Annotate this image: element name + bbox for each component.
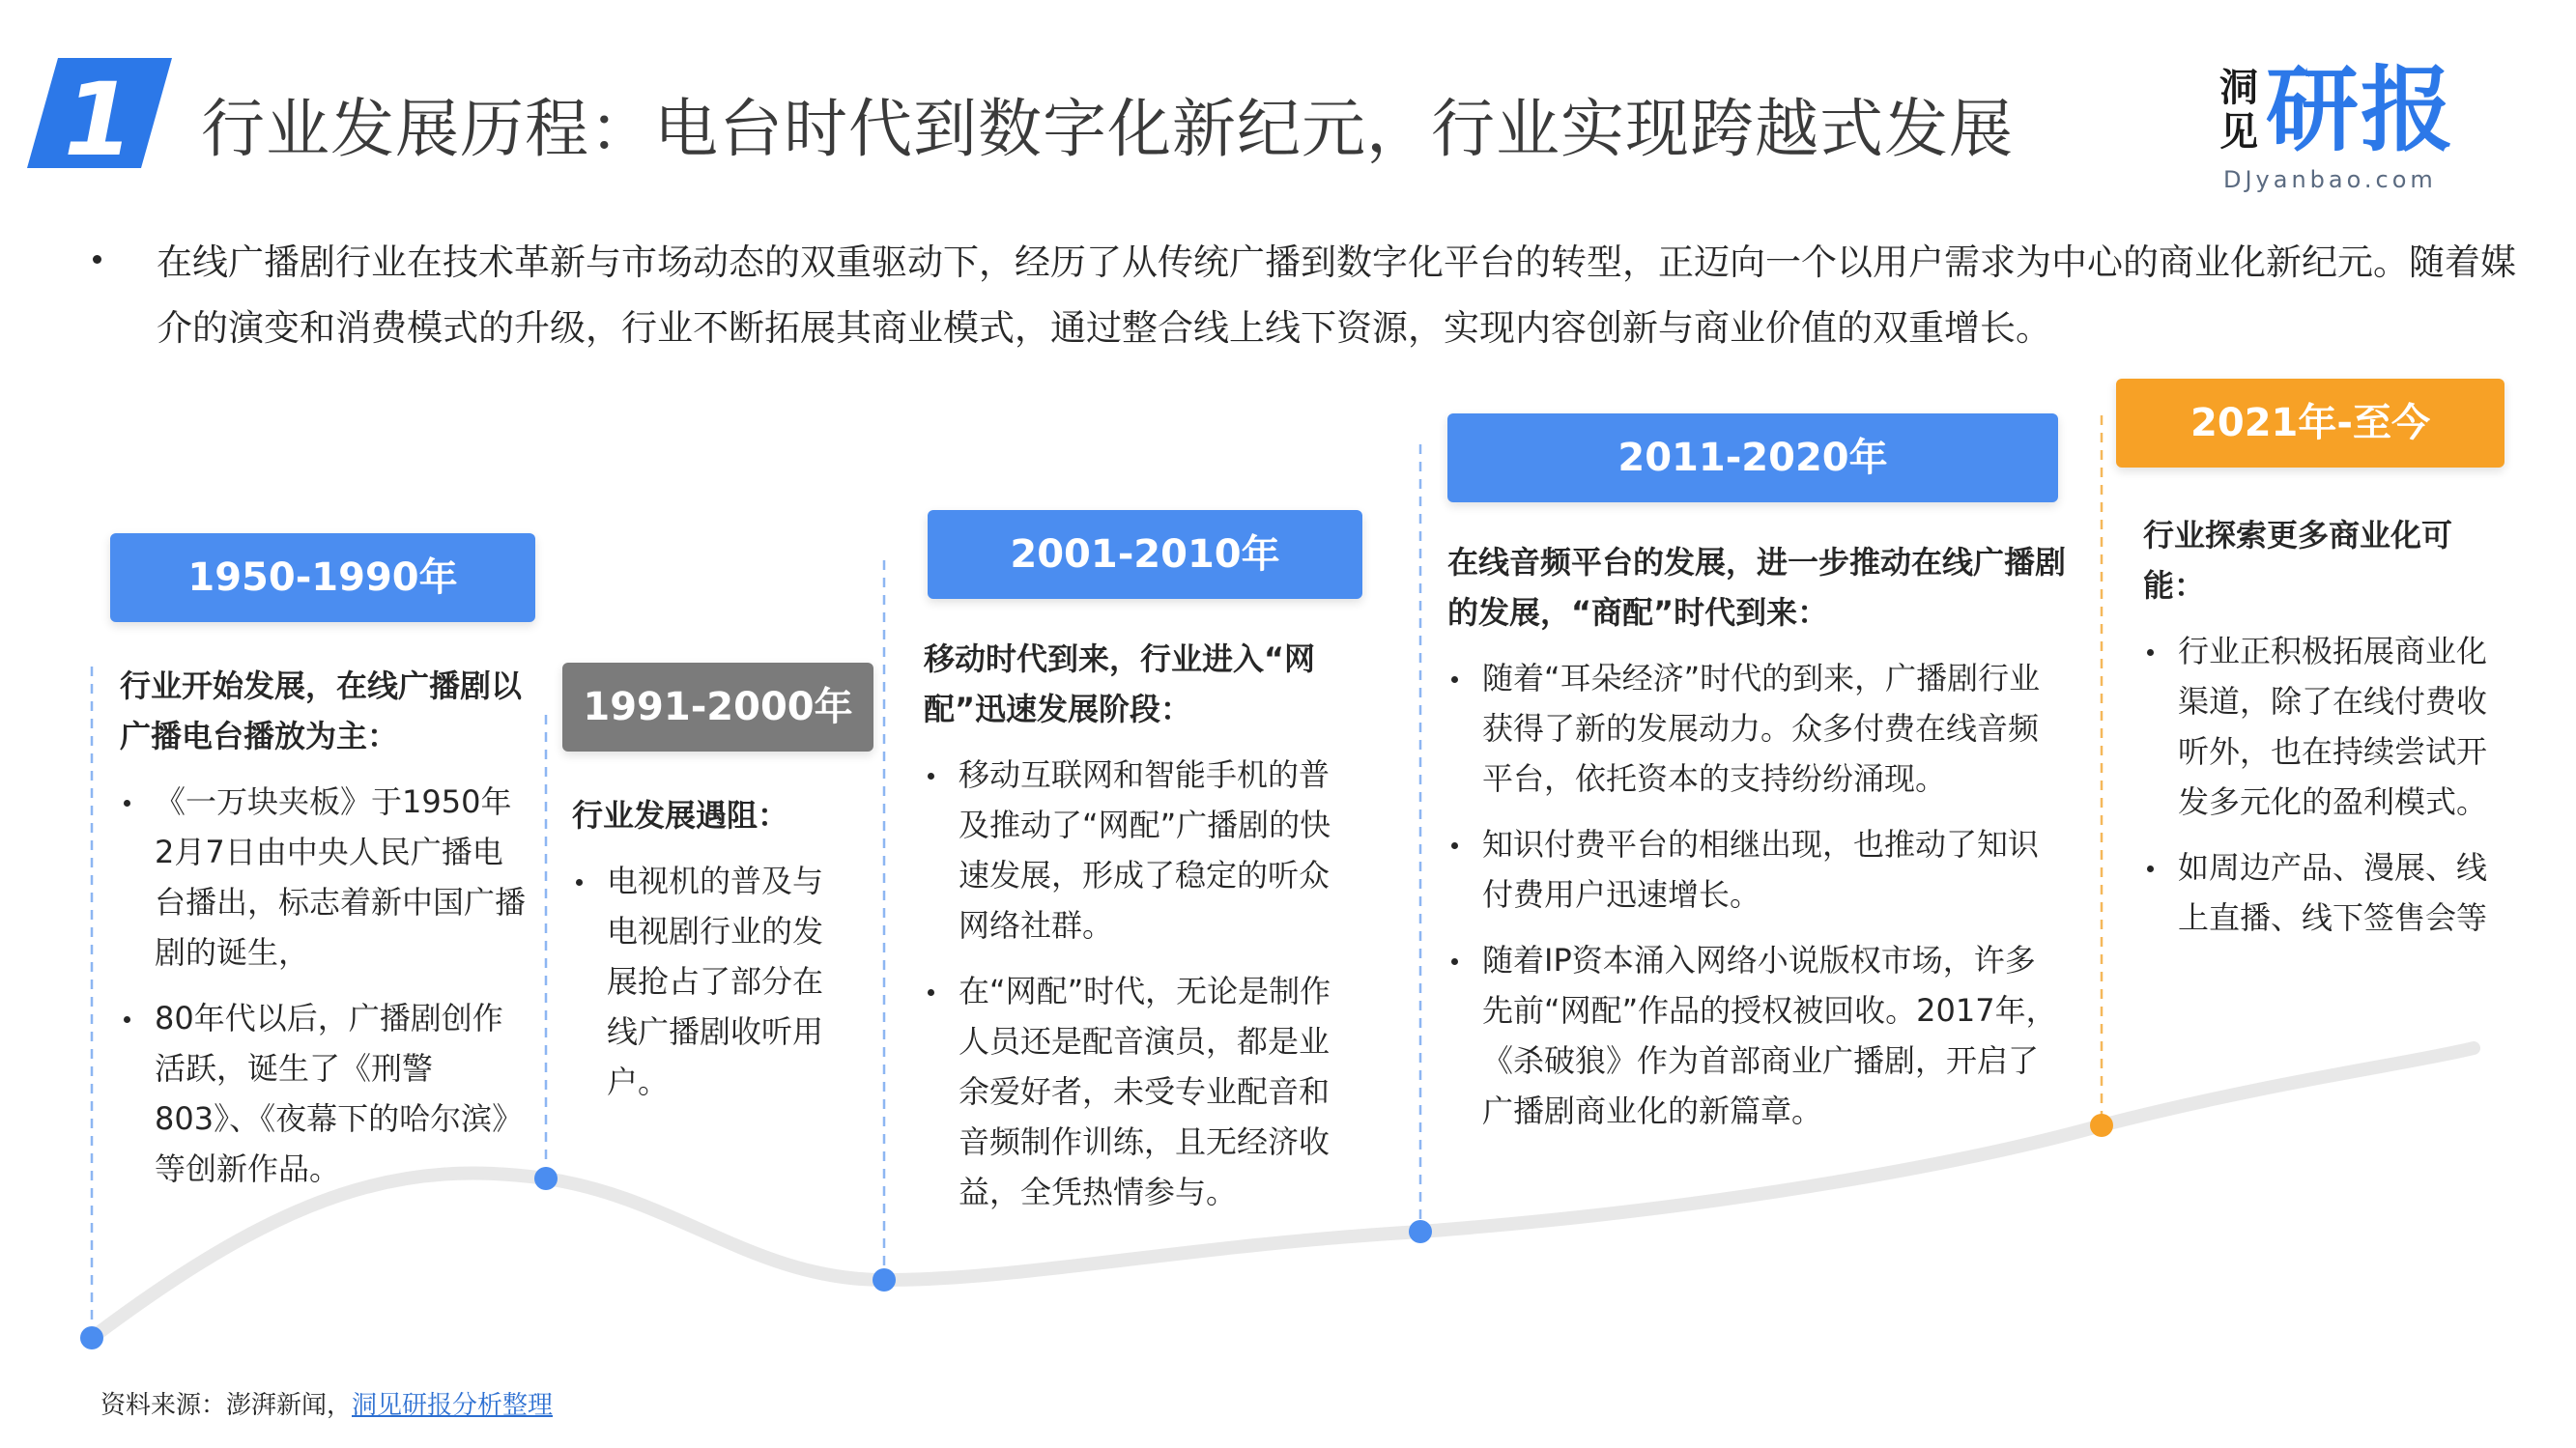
timeline-dot-4	[1409, 1220, 1432, 1243]
timeline-dot-5	[2090, 1114, 2113, 1137]
stage-point: 如周边产品、漫展、线上直播、线下签售会等	[2143, 842, 2491, 943]
stage-point: 移动互联网和智能手机的普及推动了“网配”广播剧的快速发展，形成了稳定的听众网络社群。	[924, 750, 1359, 951]
stage-point: 知识付费平台的相继出现，也推动了知识付费用户迅速增长。	[1447, 819, 2066, 920]
stage-point: 在“网配”时代，无论是制作人员还是配音演员，都是业余爱好者，未受专业配音和音频制作训练，且无经济收益，全凭热情参与。	[924, 966, 1359, 1217]
stage-content-2021-now	[2143, 510, 2491, 958]
intro-text: 在线广播剧行业在技术革新与市场动态的双重驱动下，经历了从传统广播到数字化平台的转型，正迈向一个以用户需求为中心的商业化新纪元。随着媒介的演变和消费模式的升级，行业不断拓展其商业模式，通过整合线上线下资源，实现内容创新与商业价值的双重增长。	[157, 241, 2516, 349]
period-tag-2011-2020: 2011-2020年	[1447, 413, 2058, 502]
brand-logo	[2218, 56, 2469, 205]
stage-lead: 行业发展遇阻：	[572, 797, 789, 834]
source-note	[100, 1385, 553, 1421]
stage-content-2001-2010	[924, 634, 1359, 1233]
stage-lead: 移动时代到来，行业进入“网配”迅速发展阶段：	[924, 640, 1316, 727]
stage-point: 80年代以后，广播剧创作活跃，诞生了《刑警803》、《夜幕下的哈尔滨》等创新作品。	[120, 993, 526, 1194]
stage-point: 电视机的普及与电视剧行业的发展抢占了部分在线广播剧收听用户。	[572, 856, 852, 1107]
timeline-dot-3	[873, 1268, 896, 1292]
source-prefix: 资料来源：澎湃新闻，	[100, 1391, 353, 1420]
stage-lead: 行业开始发展，在线广播剧以广播电台播放为主：	[120, 667, 523, 754]
timeline-dot-2	[534, 1167, 558, 1190]
logo-url-text: DJyanbao.com	[2223, 166, 2437, 193]
stage-content-1991-2000	[572, 790, 852, 1122]
period-tag-2021-now: 2021年-至今	[2116, 379, 2504, 468]
stage-point: 《一万块夹板》于1950年2月7日由中央人民广播电台播出，标志着新中国广播剧的诞生，	[120, 777, 526, 978]
logo-small-text: 洞见	[2219, 66, 2258, 155]
period-tag-1991-2000: 1991-2000年	[562, 663, 873, 752]
intro-paragraph	[93, 230, 2537, 361]
stage-content-1950-1990	[120, 661, 526, 1209]
stage-lead: 行业探索更多商业化可能：	[2143, 517, 2453, 604]
timeline-dot-1	[80, 1326, 103, 1349]
page-title: 行业发展历程：电台时代到数字化新纪元，行业实现跨越式发展	[201, 92, 2014, 166]
stage-point: 随着IP资本涌入网络小说版权市场，许多先前“网配”作品的授权被回收。2017年，《杀破狼》作为首部商业广播剧，开启了广播剧商业化的新篇章。	[1447, 935, 2066, 1136]
stage-content-2011-2020	[1447, 537, 2066, 1151]
period-tag-1950-1990: 1950-1990年	[110, 533, 535, 622]
logo-main-text: 研报	[2266, 56, 2455, 164]
section-badge-number: 1	[63, 61, 134, 179]
period-tag-2001-2010: 2001-2010年	[928, 510, 1362, 599]
stage-lead: 在线音频平台的发展，进一步推动在线广播剧的发展，“商配”时代到来：	[1447, 544, 2067, 631]
stage-point: 行业正积极拓展商业化渠道，除了在线付费收听外，也在持续尝试开发多元化的盈利模式。	[2143, 626, 2491, 827]
bullet-icon	[93, 255, 101, 264]
stage-point: 随着“耳朵经济”时代的到来，广播剧行业获得了新的发展动力。众多付费在线音频平台，依托资本的支持纷纷涌现。	[1447, 653, 2066, 804]
source-link[interactable]: 洞见研报分析整理	[352, 1391, 554, 1420]
